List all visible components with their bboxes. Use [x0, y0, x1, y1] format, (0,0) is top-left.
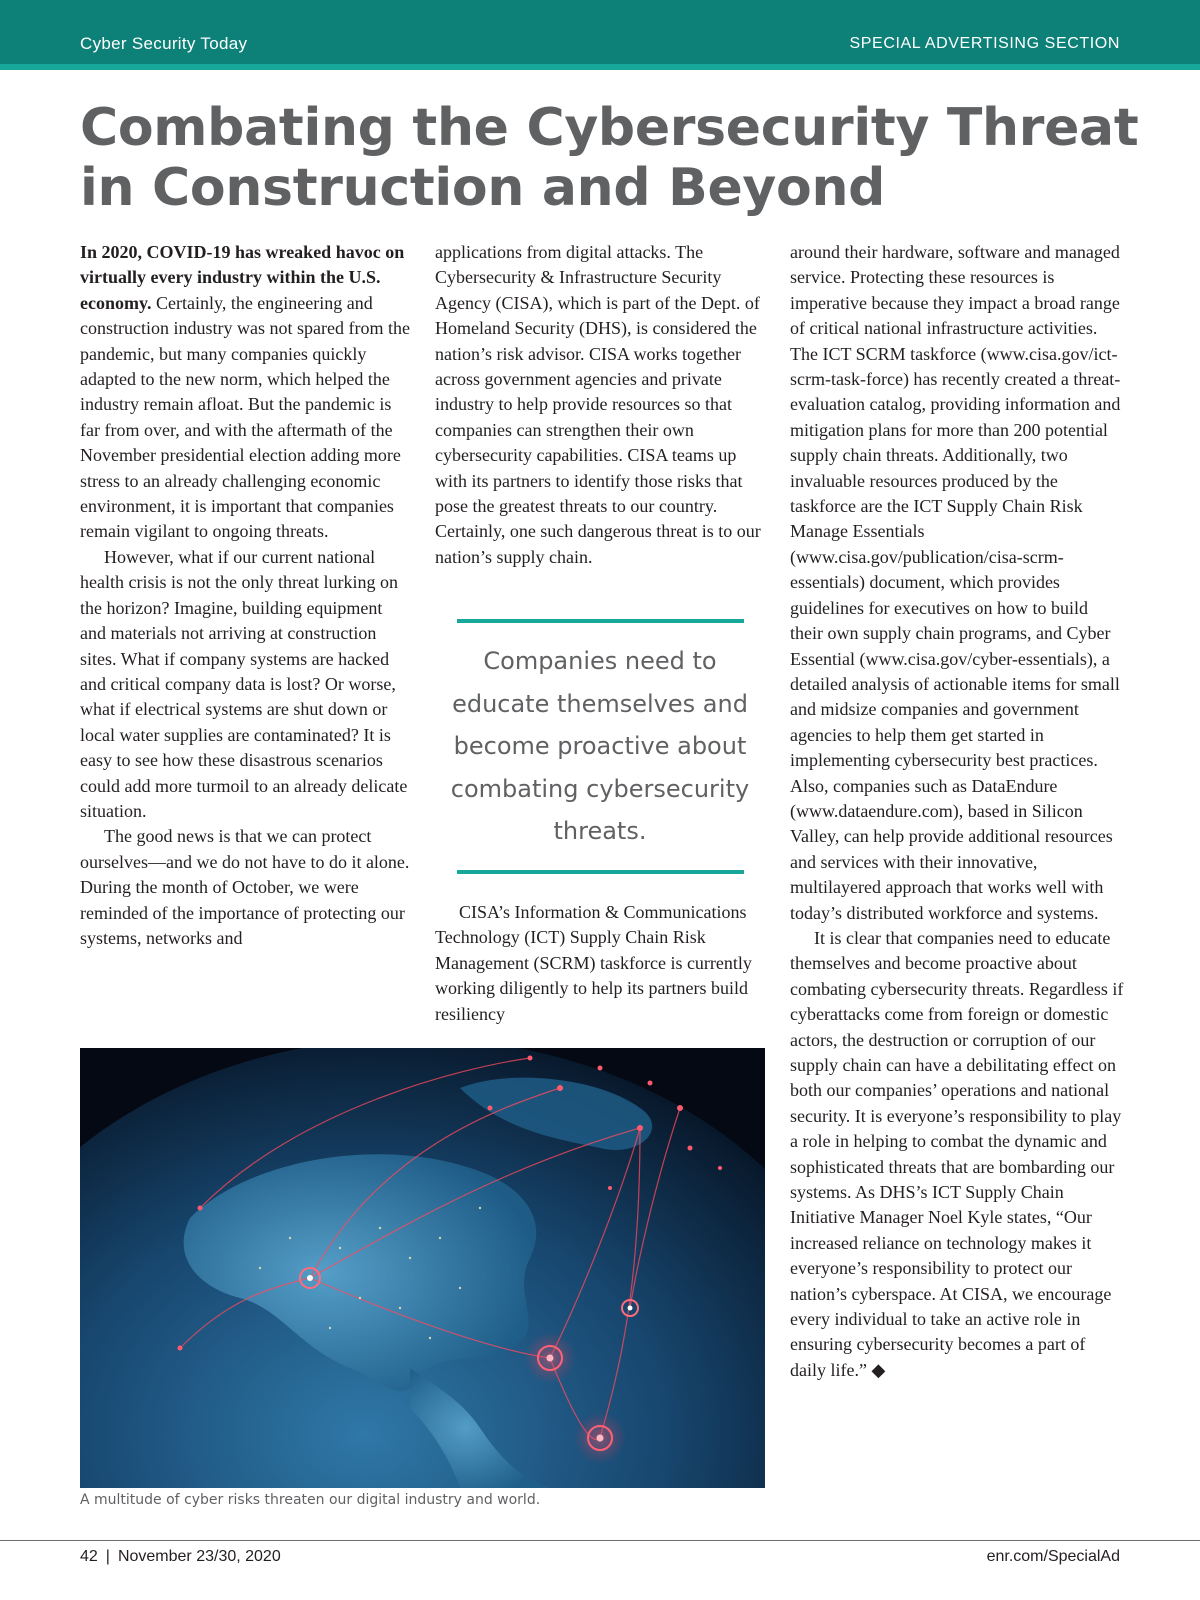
pull-quote-top-rule — [457, 619, 744, 623]
section-label: SPECIAL ADVERTISING SECTION — [849, 35, 1120, 52]
paragraph-text: Certainly, the engineering and construction industry was not spared from the pandemic, but many companies quickly adapted to the new norm, which helped the industry remain afloat. But the pandemic is far from over, and with the aftermath of the November presidential election adding more stress to an already challenging economic environment, it is important that companies remain vigilant to ongoing threats. — [80, 292, 410, 542]
header-accent-rule — [0, 64, 1200, 70]
header-bar — [0, 0, 1200, 64]
issue-date: November 23/30, 2020 — [117, 1548, 281, 1565]
paragraph: However, what if our current national health crisis is not the only threat lurking on the horizon? Imagine, building equipment and materials not arriving at construction sites. What if company systems are hacked and critical company data is lost? Or worse, what if electrical systems are shut down or local water supplies are contaminated? It is easy to see how these disastrous scenarios could add more turmoil to an already delicate situation. — [80, 546, 408, 821]
article-headline: Combating the Cybersecurity Threat in Construction and Beyond — [80, 98, 1139, 218]
article-column-1 — [80, 240, 412, 951]
paragraph: CISA’s Information & Communications Technology (ICT) Supply Chain Risk Management (SCRM) taskforce is currently working diligently to help its partners build resiliency — [435, 902, 752, 1024]
pull-quote: Companies need to educate themselves and become proactive about combating cybersecurity threats. — [450, 647, 750, 845]
paragraph: applications from digital attacks. The Cybersecurity & Infrastructure Security Agency (CISA), which is part of the Dept. of Homeland Security (DHS), is considered the nation’s risk advisor. CISA works together across government agencies and private industry to help provide resources so that companies can strengthen their own cybersecurity capabilities. CISA teams up with its partners to identify those risks that pose the greatest threats to our country. Certainly, one such dangerous threat is to our nation’s supply chain. — [435, 242, 761, 567]
paragraph: The good news is that we can protect ourselves—and we do not have to do it alone. During the month of October, we were reminded of the importance of protecting our systems, networks and — [80, 826, 410, 948]
footer-rule — [0, 1540, 1200, 1541]
globe-network-image — [80, 1048, 765, 1488]
paragraph-text: It is clear that companies need to educate themselves and become proactive about combating cybersecurity threats. Regardless if cyberattacks come from foreign or domestic actors, the destruction or corruption of our supply chain can have a debilitating effect on both our companies’ operations and national security. It is everyone’s responsibility to play a role in helping to combat the dynamic and sophisticated threats that are bombarding our systems. As DHS’s ICT Supply Chain Initiative Manager Noel Kyle states, “Our increased reliance on technology makes it everyone’s responsibility to protect our nation’s cyberspace. At CISA, we encourage every individual to take an active role in ensuring cybersecurity becomes a part of daily life.” — [790, 927, 1124, 1380]
publication-name: Cyber Security Today — [80, 34, 248, 53]
end-mark-icon: ◆ — [871, 1359, 886, 1380]
paragraph — [80, 240, 412, 545]
article-column-2-bottom — [435, 900, 770, 1027]
image-caption: A multitude of cyber risks threaten our digital industry and world. — [80, 1492, 541, 1508]
globe-network-icon — [80, 1048, 765, 1488]
page-number: 42 — [80, 1548, 98, 1565]
paragraph: around their hardware, software and managed service. Protecting these resources is imperative because they impact a broad range of critical national infrastructure activities. The ICT SCRM taskforce (www.cisa.gov/ict-scrm-task-force) has recently created a threat-evaluation catalog, providing information and mitigation plans for more than 200 potential supply chain threats. Additionally, two invaluable resources produced by the taskforce are the ICT Supply Chain Risk Manage Essentials (www.cisa.gov/publication/cisa-scrm-essentials) document, which provides guidelines for executives on how to build their own supply chain programs, and Cyber Essential (www.cisa.gov/cyber-essentials), a detailed analysis of actionable items for small and midsize companies and government agencies to help them get started in implementing cybersecurity best practices. Also, companies such as DataEndure (www.dataendure.com), based in Silicon Valley, can help provide additional resources and services with their innovative, multilayered approach that works well with today’s distributed workforce and systems. — [790, 242, 1121, 923]
paragraph — [790, 926, 1125, 1383]
lead-in: In 2020, COVID-19 has wreaked havoc on virtually every industry within the U.S. economy. — [80, 242, 405, 313]
footer-website: enr.com/SpecialAd — [986, 1548, 1120, 1565]
article-column-2-top — [435, 240, 770, 570]
footer-separator: | — [105, 1548, 110, 1565]
footer-page-info — [80, 1548, 281, 1566]
article-column-3 — [790, 240, 1125, 1383]
pull-quote-bottom-rule — [457, 870, 744, 874]
